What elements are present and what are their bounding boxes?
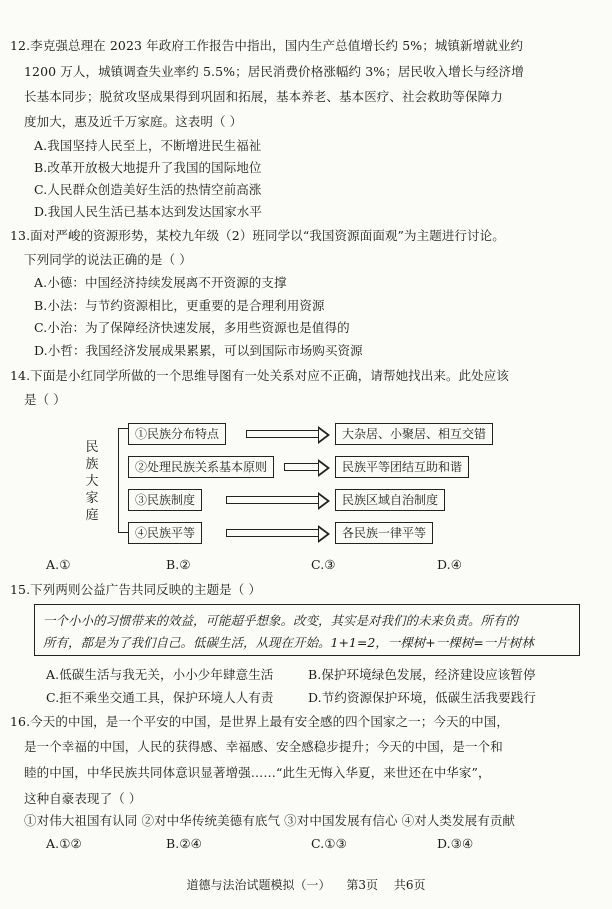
arrow-icon bbox=[226, 493, 331, 509]
q12-line-2: 1200 万人，城镇调查失业率约 5.5%；居民消费价格涨幅约 3%；居民收入增长与经济增 bbox=[24, 64, 524, 79]
q12-option-d: D.我国人民生活已基本达到发达国家水平 bbox=[34, 204, 262, 219]
q15-option-a: A.低碳生活与我无关，小小少年肆意生活 bbox=[46, 667, 274, 682]
q16-option-d: D.③④ bbox=[437, 836, 474, 851]
q14-option-b: B.② bbox=[166, 557, 191, 572]
q13-option-c: C.小治：为了保障经济快速发展，多用些资源也是值得的 bbox=[34, 320, 350, 335]
q12-option-a: A.我国坚持人民至上，不断增进民生福祉 bbox=[34, 138, 262, 153]
q16-line-3: 睦的中国，中华民族共同体意识显著增强……“此生无悔入华夏，来世还在中华家”， bbox=[24, 765, 491, 780]
page-footer bbox=[0, 876, 612, 893]
arrow-icon bbox=[226, 526, 331, 542]
mind-map-left-4: ④民族平等 bbox=[128, 522, 202, 544]
mind-map-left-2: ②处理民族关系基本原则 bbox=[128, 456, 274, 478]
q16-line-1: 16.今天的中国，是一个平安的中国，是世界上最有安全感的四个国家之一；今天的中国， bbox=[10, 714, 509, 729]
public-service-ad-box bbox=[34, 604, 580, 656]
q16-option-a: A.①② bbox=[46, 836, 82, 851]
mind-map-right-3: 民族区域自治制度 bbox=[335, 489, 445, 511]
q16-line-2: 是一个幸福的中国，人民的获得感、幸福感、安全感稳步提升；今天的中国，是一个和 bbox=[24, 739, 503, 754]
q13-option-a: A.小德：中国经济持续发展离不开资源的支撑 bbox=[34, 275, 287, 290]
mind-map-right-1: 大杂居、小聚居、相互交错 bbox=[335, 423, 493, 445]
q13-option-b: B.小法：与节约资源相比，更重要的是合理利用资源 bbox=[34, 298, 325, 313]
mind-map-left-1: ①民族分布特点 bbox=[128, 423, 226, 445]
mind-map-left-3: ③民族制度 bbox=[128, 489, 202, 511]
q15-option-c: C.拒不乘坐交通工具，保护环境人人有责 bbox=[46, 690, 274, 705]
footer-page: 第3页 bbox=[346, 878, 378, 892]
q12-option-b: B.改革开放极大地提升了我国的国际地位 bbox=[34, 160, 262, 175]
q15-line-1: 15.下列两则公益广告共同反映的主题是（ ） bbox=[10, 582, 262, 597]
q13-option-d: D.小哲：我国经济发展成果累累，可以到国际市场购买资源 bbox=[34, 343, 363, 358]
mind-map-right-2: 民族平等团结互助和谐 bbox=[335, 456, 469, 478]
q12-line-4: 度加大，惠及近千万家庭。这表明（ ） bbox=[24, 114, 243, 129]
q16-option-b: B.②④ bbox=[166, 836, 202, 851]
arrow-icon bbox=[246, 427, 331, 443]
q12-line-1: 12.李克强总理在 2023 年政府工作报告中指出，国内生产总值增长约 5%；城镇新增就业约 bbox=[10, 38, 524, 53]
q16-items: ①对伟大祖国有认同 ②对中华传统美德有底气 ③对中国发展有信心 ④对人类发展有贡献 bbox=[24, 813, 516, 828]
mind-map-right-4: 各民族一律平等 bbox=[335, 522, 433, 544]
footer-subject: 道德与法治试题模拟（一） bbox=[186, 878, 331, 892]
footer-total: 共6页 bbox=[393, 878, 426, 892]
q14-option-d: D.④ bbox=[437, 557, 463, 572]
q14-option-c: C.③ bbox=[311, 557, 336, 572]
q12-option-c: C.人民群众创造美好生活的热情空前高涨 bbox=[34, 182, 262, 197]
q14-option-a: A.① bbox=[46, 557, 71, 572]
q15-option-d: D.节约资源保护环境，低碳生活我要践行 bbox=[308, 690, 536, 705]
q12-line-3: 长基本同步；脱贫攻坚成果得到巩固和拓展，基本养老、基本医疗、社会救助等保障力 bbox=[24, 89, 503, 104]
q14-line-2: 是（ ） bbox=[24, 392, 66, 407]
ad-line-2: 所有，都是为了我们自己。低碳生活，从现在开始。1+1=2，一棵树+一棵树=一片树林 bbox=[43, 635, 534, 650]
arrow-icon bbox=[284, 460, 331, 476]
q16-line-4: 这种自豪表现了（ ） bbox=[24, 791, 142, 806]
q16-option-c: C.①③ bbox=[311, 836, 347, 851]
ad-line-1: 一个小小的习惯带来的效益，可能超乎想象。改变，其实是对我们的未来负责。所有的 bbox=[43, 613, 519, 628]
q14-line-1: 14.下面是小红同学所做的一个思维导图有一处关系对应不正确，请帮她找出来。此处应该 bbox=[10, 368, 509, 383]
q13-line-2: 下列同学的说法正确的是（ ） bbox=[24, 252, 192, 267]
q13-line-1: 13.面对严峻的资源形势，某校九年级（2）班同学以“我国资源面面观”为主题进行讨论。 bbox=[10, 228, 505, 243]
q15-option-b: B.保护环境绿色发展，经济建设应该暂停 bbox=[308, 667, 536, 682]
mind-map-root: 民族大家庭 bbox=[85, 440, 99, 523]
